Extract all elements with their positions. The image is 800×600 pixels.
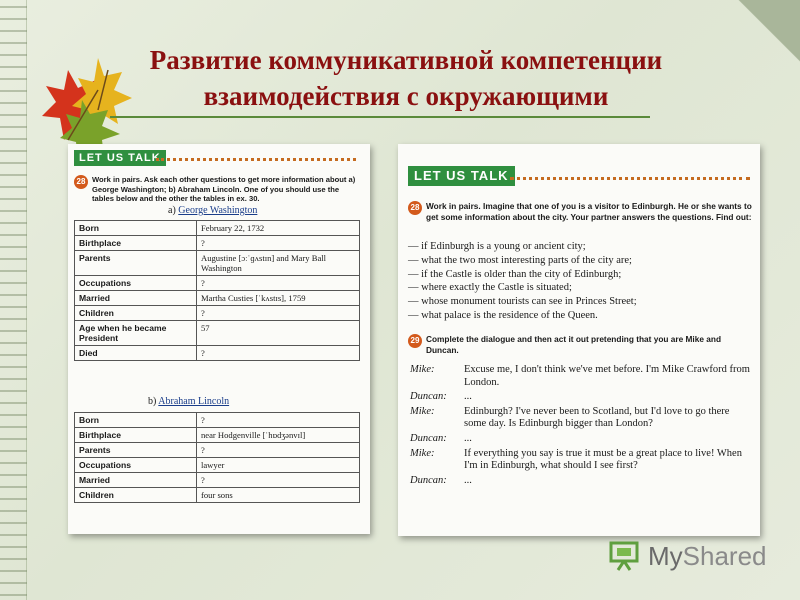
logo-text: MyShared (648, 540, 767, 571)
list-item: — if Edinburgh is a young or ancient city; (408, 241, 586, 252)
row-label: Born (75, 221, 197, 236)
list-item: — where exactly the Castle is situated; (408, 282, 572, 294)
task28-number-badge: 28 (408, 201, 422, 215)
speaker-name: Mike: (410, 405, 435, 417)
speaker-name: Mike: (410, 364, 435, 375)
presentation-screen-icon (608, 540, 642, 572)
list-item: — if the Castle is older than the city of Edinburgh; (408, 268, 622, 280)
table-row (75, 473, 360, 488)
table-row (75, 276, 360, 291)
table-row (75, 413, 360, 428)
row-value: Augustine [ɔːˈɡʌstɪn] and Mary Ball Washington (196, 251, 359, 276)
row-label: Parents (75, 251, 197, 276)
myshared-logo (608, 538, 767, 574)
title-underline (110, 116, 650, 118)
dialogue (410, 364, 750, 489)
row-value: ? (196, 306, 359, 321)
list-item: — what the two most interesting parts of the city are; (408, 254, 632, 266)
title-line-2: взаимодействия с окружающими (203, 81, 609, 111)
title-line-1: Развитие коммуникативной компетенции (149, 45, 663, 75)
table-row (75, 443, 360, 458)
table-a-name: George Washington (178, 205, 258, 216)
table-b-prefix: b) (148, 396, 157, 407)
row-label: Married (75, 473, 197, 488)
table-row (75, 236, 360, 251)
speaker-name: Duncan: (410, 432, 447, 444)
row-label: Children (75, 488, 197, 503)
table-b-heading (148, 396, 229, 407)
table-a-prefix: a) (168, 205, 176, 216)
table-b-name: Abraham Lincoln (158, 396, 230, 407)
dialogue-line (410, 406, 750, 431)
speaker-name: Duncan: (410, 391, 447, 403)
speaker-name: Duncan: (410, 474, 447, 486)
page-curl (738, 0, 800, 62)
row-label: Birthplace (75, 236, 197, 251)
let-us-talk-banner-right: LET US TALK (408, 166, 515, 186)
banner-dotted-line (156, 158, 356, 161)
row-value: ? (196, 473, 359, 488)
row-label: Occupations (75, 458, 197, 473)
table-row (75, 346, 360, 361)
speaker-line: ... (464, 474, 472, 486)
row-label: Born (75, 413, 197, 428)
row-value: four sons (196, 488, 359, 503)
row-label: Age when he became President (75, 321, 197, 346)
find-out-list (408, 240, 753, 323)
row-label: Occupations (75, 276, 197, 291)
row-value: lawyer (196, 458, 359, 473)
table-row (75, 306, 360, 321)
task28-instructions: Work in pairs. Imagine that one of you is a visitor to Edinburgh. He or she wants to get some information about the city. Your partner answers the questions. Find out: (426, 201, 752, 222)
row-value: ? (196, 346, 359, 361)
speaker-line: Excuse me, I don't think we've met before. I'm Mike Crawford from London. (464, 364, 750, 388)
dialogue-line (410, 364, 750, 389)
textbook-page-left (68, 144, 370, 534)
dialogue-line (410, 391, 750, 404)
speaker-line: ... (464, 432, 472, 444)
row-label: Children (75, 306, 197, 321)
table-row (75, 458, 360, 473)
row-value: ? (196, 276, 359, 291)
banner-dotted-line-right (510, 177, 750, 180)
slide-title (96, 42, 716, 114)
row-value: February 22, 1732 (196, 221, 359, 236)
table-george-washington (74, 220, 360, 361)
table-abraham-lincoln (74, 412, 360, 503)
speaker-line: ... (464, 391, 472, 403)
let-us-talk-banner: LET US TALK (74, 150, 166, 166)
row-value: ? (196, 443, 359, 458)
dialogue-line (410, 433, 750, 446)
task-instructions: Work in pairs. Ask each other questions to get more information about a) George Washington; b) Abraham Lincoln. One of you should use the tables below and the other the tables in ex. 30. (92, 175, 356, 203)
dialogue-line (410, 448, 750, 473)
dialogue-line (410, 475, 750, 488)
table-a-heading (168, 205, 257, 216)
row-value: ? (196, 236, 359, 251)
table-row (75, 251, 360, 276)
table-row (75, 321, 360, 346)
table-row (75, 428, 360, 443)
row-label: Died (75, 346, 197, 361)
textbook-page-right (398, 144, 760, 536)
row-value: 57 (196, 321, 359, 346)
row-label: Birthplace (75, 428, 197, 443)
row-value: Martha Custies [ˈkʌstɪs], 1759 (196, 291, 359, 306)
list-item: — what palace is the residence of the Queen. (408, 309, 598, 321)
row-label: Married (75, 291, 197, 306)
list-item: — whose monument tourists can see in Princes Street; (408, 296, 637, 308)
row-value: near Hodgenville [ˈhɒdʒənvɪl] (196, 428, 359, 443)
task-number-badge: 28 (74, 175, 88, 189)
notebook-binding (0, 0, 27, 600)
speaker-line: Edinburgh? I've never been to Scotland, but I'd love to go there some day. Is Edinburgh bigger than London? (464, 405, 730, 430)
table-row (75, 221, 360, 236)
table-row (75, 488, 360, 503)
row-value: ? (196, 413, 359, 428)
speaker-name: Mike: (410, 447, 435, 459)
table-row (75, 291, 360, 306)
speaker-line: If everything you say is true it must be a great place to live! When I'm in Edinburgh, what should I see first? (464, 447, 742, 472)
row-label: Parents (75, 443, 197, 458)
task29-instructions: Complete the dialogue and then act it out pretending that you are Mike and Duncan. (426, 334, 722, 355)
task29-number-badge: 29 (408, 334, 422, 348)
